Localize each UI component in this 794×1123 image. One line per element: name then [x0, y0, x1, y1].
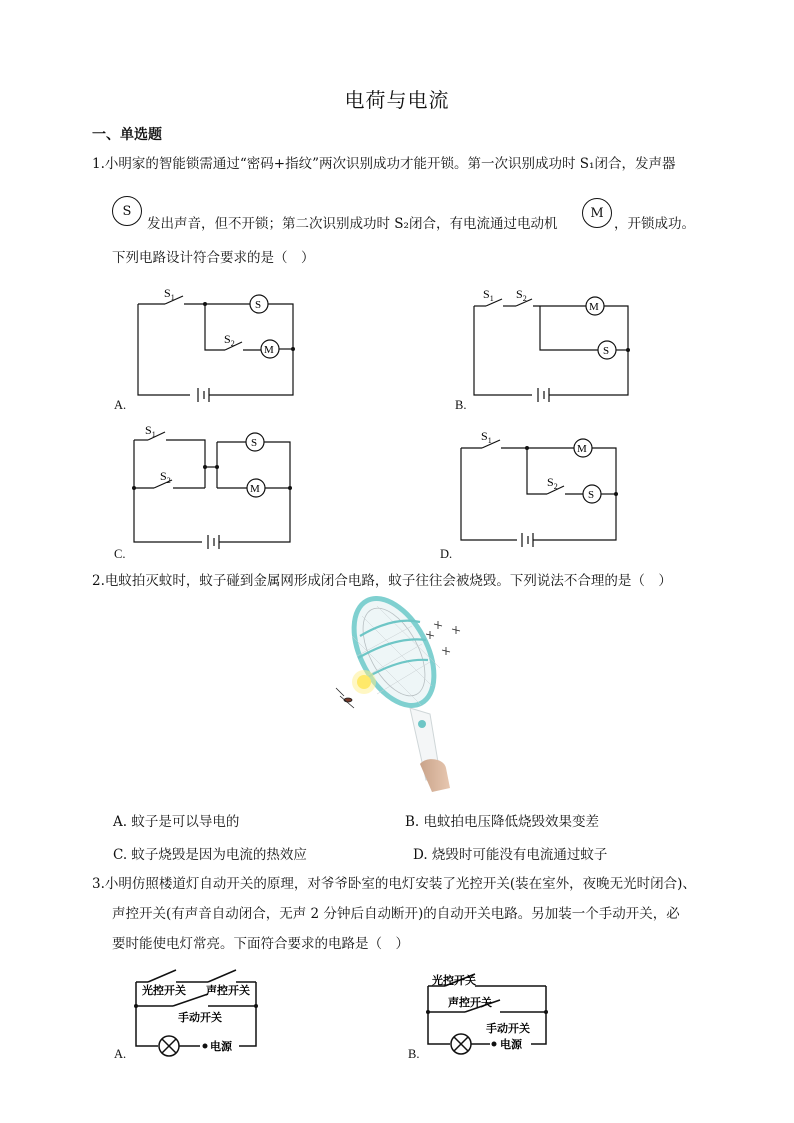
svg-text:S: S [255, 299, 262, 311]
svg-text:S1: $S_1$ [164, 286, 175, 302]
svg-text:S2: $S_2$ [224, 332, 235, 348]
q3-circuit-a [128, 964, 268, 1064]
motor-icon: M [582, 198, 612, 228]
q3a-power-label: 电源 [210, 1040, 232, 1053]
q3b-power-label: 电源 [500, 1038, 522, 1051]
q3b-sound-label: 声控开关 [448, 996, 492, 1009]
svg-text:S2: $S_2$ [516, 287, 527, 303]
q3-line2: 声控开关(有声音自动闭合，无声 2 分钟后自动断开)的自动开关电路。另加装一个手动开关，必 [112, 906, 680, 922]
q3a-light-label: 光控开关 [142, 984, 186, 997]
q2-choice-b: B. 电蚊拍电压降低烧毁效果变差 [405, 814, 600, 830]
q3-circuit-b [420, 962, 560, 1062]
svg-text:M: M [589, 301, 599, 313]
circuit-a [110, 282, 310, 417]
section-heading: 一、单选题 [92, 127, 162, 143]
q2-stem: 2.电蚊拍灭蚊时，蚊子碰到金属网形成闭合电路，蚊子往往会被烧毁。下列说法不合理的是（ ） [92, 573, 672, 589]
q3-option-a-label: A. [114, 1047, 127, 1061]
q3b-light-label: 光控开关 [432, 974, 476, 987]
svg-text:S1: $S_1$ [483, 287, 494, 303]
circuit-c [110, 420, 310, 555]
circuit-d [440, 424, 640, 554]
q2-choice-a: A. 蚊子是可以导电的 [113, 814, 240, 830]
svg-text:S: S [603, 345, 610, 357]
q3-line1: 3.小明仿照楼道灯自动开关的原理，对爷爷卧室的电灯安装了光控开关(装在室外，夜晚无光时闭合)、 [92, 876, 696, 892]
q1-sounder-symbol [112, 196, 142, 226]
svg-text:S2: $S_2$ [160, 469, 171, 485]
q1-line3: 下列电路设计符合要求的是（ ） [112, 250, 315, 266]
q3-line3: 要时能使电灯常亮。下面符合要求的电路是（ ） [112, 936, 409, 952]
svg-text:M: M [577, 443, 587, 455]
q1-line2a: 发出声音，但不开锁；第二次识别成功时 S₂闭合，有电流通过电动机 [147, 216, 558, 232]
svg-text:M: M [264, 344, 274, 356]
sounder-icon: S [112, 196, 142, 226]
q3b-manual-label: 手动开关 [486, 1022, 530, 1035]
option-a-label: A. [114, 398, 127, 412]
q1-line2b: ，开锁成功。 [614, 216, 695, 232]
svg-text:S1: $S_1$ [481, 429, 492, 445]
option-b-label: B. [455, 398, 467, 412]
q2-choice-d: D. 烧毁时可能没有电流通过蚊子 [413, 847, 608, 863]
q1-motor-symbol [582, 198, 612, 228]
option-d-label: D. [440, 547, 453, 561]
q3a-sound-label: 声控开关 [206, 984, 250, 997]
q3-option-b-label: B. [408, 1047, 420, 1061]
q2-choice-c: C. 蚊子烧毁是因为电流的热效应 [113, 847, 307, 863]
circuit-b [450, 282, 650, 417]
mosquito-racket-image [322, 596, 472, 796]
svg-text:M: M [250, 483, 260, 495]
svg-text:S1: $S_1$ [145, 423, 156, 439]
option-c-label: C. [114, 547, 126, 561]
q3a-manual-label: 手动开关 [178, 1011, 222, 1024]
svg-text:S2: $S_2$ [547, 475, 558, 491]
page-title: 电荷与电流 [344, 88, 450, 112]
svg-text:S: S [588, 489, 595, 501]
svg-text:S: S [251, 437, 258, 449]
q1-line1: 1.小明家的智能锁需通过“密码+指纹”两次识别成功才能开锁。第一次识别成功时 S₁闭合，发声器 [92, 156, 676, 172]
